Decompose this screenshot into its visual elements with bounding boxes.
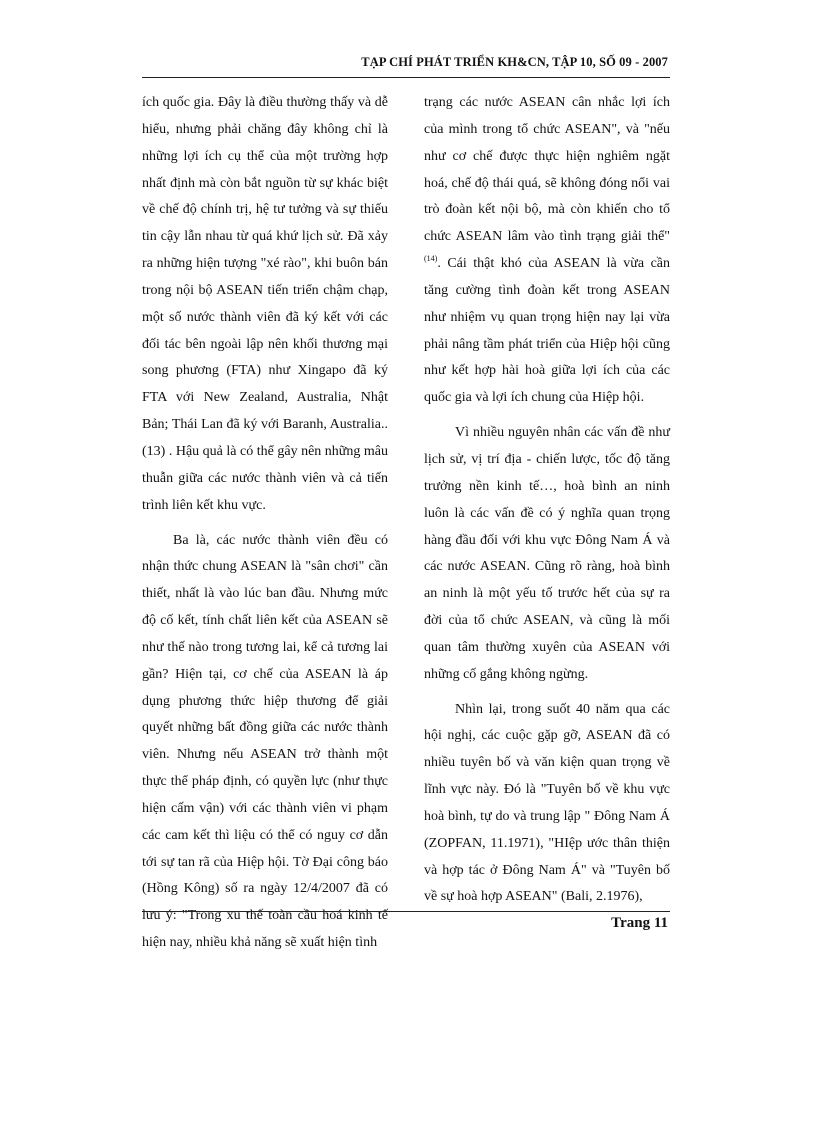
footnote-reference: (14) (424, 254, 438, 264)
paragraph-text: trạng các nước ASEAN cân nhắc lợi ích của mình trong tổ chức ASEAN", và "nếu như cơ chế được thực hiện nghiêm ngặt hoá, chế độ thái quá, sẽ không đóng nổi vai trò đoàn kết nội bộ, mà còn khiến cho tổ chức ASEAN lâm vào tình trạng giải thể" (424, 95, 670, 245)
paragraph: ích quốc gia. Đây là điều thường thấy và dễ hiểu, nhưng phải chăng đây không chỉ là những lợi ích cụ thể của một trường hợp nhất định mà còn bắt nguồn từ sự khác biệt về chế độ chính trị, hệ tư tưởng và sự thiếu tin cậy lẫn nhau từ quá khứ lịch sử. Đã xảy ra những hiện tượng "xé rào", khi buôn bán trong nội bộ ASEAN tiến triển chậm chạp, một số nước thành viên đã ký kết với các đối tác bên ngoài lập nên khối thương mại song phương (FTA) như Xingapo đã ký FTA với New Zealand, Australia, Nhật Bản; Thái Lan đã ký với Baranh, Australia.. (13) . Hậu quả là có thể gây nên những mâu thuẫn giữa các nước thành viên và cả tiến trình liên kết khu vực. (142, 95, 388, 513)
paragraph: Ba là, các nước thành viên đều có nhận thức chung ASEAN là "sân chơi" cần thiết, nhất là vào lúc ban đầu. Nhưng mức độ cố kết, tính chất liên kết của ASEAN sẽ như thế nào trong tương lai, kể cả tương lai gần? Hiện tại, cơ chế của ASEAN là áp dụng phương thức hiệp thương để giải quyết những bất đồng giữa các nước thành viên. Nhưng nếu ASEAN trở thành một thực thể pháp định, có quyền lực (như thực hiện cấm vận) với các thành viên vi phạm các cam kết thì liệu có thể có nguy cơ dẫn tới sự tan rã của Hiệp hội. Tờ Đại công báo (Hồng Kông) số ra ngày 12/4/2007 đã có lưu ý: "Trong xu thế toàn cầu hoá kinh tế hiện nay, nhiều khả năng sẽ xuất hiện tình (142, 532, 388, 951)
left-column (142, 90, 388, 957)
right-column (424, 90, 670, 911)
paragraph-text: . Cái thật khó của ASEAN là vừa cần tăng cường tình đoàn kết trong ASEAN như nhiệm vụ quan trọng hiện nay lại vừa phải nâng tầm phát triển của Hiệp hội cũng như kết hợp hài hoà giữa lợi ích của các quốc gia và lợi ích chung của Hiệp hội. (424, 256, 670, 406)
header-divider (142, 77, 670, 78)
page-number: Trang 11 (611, 915, 668, 931)
paragraph: Vì nhiều nguyên nhân các vấn đề như lịch sử, vị trí địa - chiến lược, tốc độ tăng trưởng nền kinh tế…, hoà bình an ninh luôn là các vấn đề có ý nghĩa quan trọng hàng đầu đối với khu vực Đông Nam Á và các nước ASEAN. Cũng rõ ràng, hoà bình an ninh là một yếu tố trước hết của sự ra đời của tổ chức ASEAN, và cũng là mối quan tâm thường xuyên của ASEAN với những cố gắng không ngừng. (424, 425, 670, 682)
footer-divider (142, 911, 670, 912)
paragraph: Nhìn lại, trong suốt 40 năm qua các hội nghị, các cuộc gặp gỡ, ASEAN đã có nhiều tuyên bố và văn kiện quan trọng về lĩnh vực này. Đó là "Tuyên bố về khu vực hoà bình, tự do và trung lập " Đông Nam Á (ZOPFAN, 11.1971), "HIệp ước thân thiện và hợp tác ở Đông Nam Á" và "Tuyên bố về sự hoà hợp ASEAN" (Bali, 2.1976), (424, 701, 670, 905)
journal-header: TẠP CHÍ PHÁT TRIỂN KH&CN, TẬP 10, SỐ 09 - 2007 (361, 55, 668, 69)
paragraph (424, 90, 670, 412)
